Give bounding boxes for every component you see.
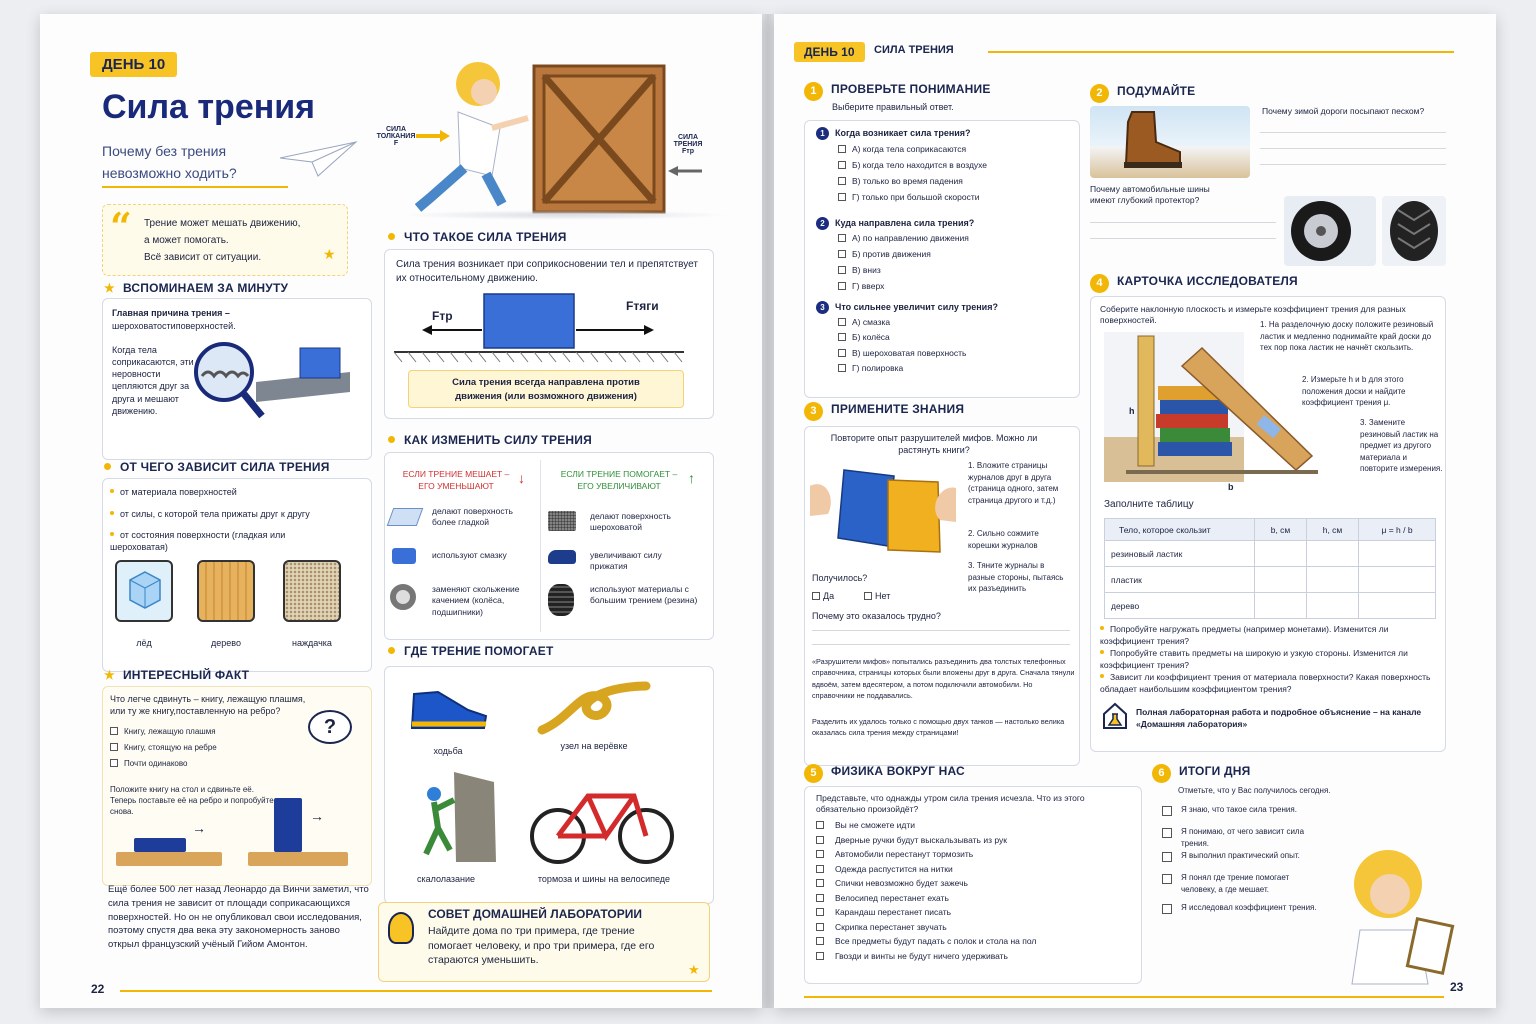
increase-item-2: увеличивают силу прижатия	[590, 550, 662, 572]
apply-step-1: 1. Вложите страницы журналов друг в друга (страница одного, затем страница другого и т.д.)	[968, 461, 1059, 505]
around-item[interactable]	[816, 907, 951, 917]
section-number: 3	[804, 402, 823, 421]
footer-line	[804, 996, 1444, 998]
helps-label-bicycle: тормоза и шины на велосипеде	[537, 874, 671, 884]
option-text: Б) против движения	[852, 249, 931, 259]
option-text: Г) полировка	[852, 363, 904, 373]
change-heading-text: КАК ИЗМЕНИТЬ СИЛУ ТРЕНИЯ	[404, 433, 592, 447]
apply-heading	[804, 402, 964, 421]
table-cell: дерево	[1105, 593, 1255, 619]
right-page	[774, 14, 1496, 1008]
q2-option-b[interactable]	[838, 249, 931, 260]
helps-label-walking: ходьба	[433, 746, 463, 756]
apply-story: «Разрушители мифов» попытались разъединить два толстых телефонных справочника, страницы которых были вложены друг в друга. Сначала тянули вдвоём, затем вдесятером, а потом подключили автомобили. Но справочники не поддавались.	[812, 657, 1075, 700]
scientist-girl-illustration	[1338, 844, 1458, 984]
flask-house-icon	[1102, 702, 1128, 730]
card-bullet-1	[1100, 624, 1440, 648]
table-cell[interactable]	[1359, 593, 1436, 619]
shelf-1	[116, 852, 222, 866]
fill-table-label: Заполните таблицу	[1104, 499, 1194, 510]
checkbox[interactable]	[838, 161, 846, 169]
around-item[interactable]	[816, 951, 1008, 961]
depends-item-text: от силы, с которой тела прижаты друг к другу	[120, 509, 310, 519]
bicycle-icon	[528, 780, 678, 866]
checkbox[interactable]	[838, 333, 846, 341]
card-heading	[1090, 274, 1298, 293]
recall-heading	[104, 281, 288, 295]
bullet-dot	[110, 532, 114, 536]
summary-item-text: Я знаю, что такое сила трения.	[1181, 805, 1297, 814]
checkbox[interactable]	[816, 894, 824, 902]
answer-no[interactable]	[864, 590, 890, 602]
answer-no-text: Нет	[875, 591, 891, 601]
fact-option-text: Книгу, лежащую плашмя	[124, 727, 216, 736]
around-item-text: Вы не сможете идти	[835, 820, 916, 830]
what-definition: Сила трения возникает при соприкосновении тел и препятствует их относительному движению.	[396, 259, 698, 284]
answer-line	[812, 630, 1070, 631]
wheel-icon	[1290, 200, 1352, 262]
apply-result-question: Получилось?	[812, 573, 868, 583]
fact-instruction: Положите книгу на стол и сдвиньте её. Теперь поставьте её на ребро и попробуйте снова.	[110, 785, 274, 817]
q2-option-a[interactable]	[838, 233, 969, 244]
checkbox[interactable]	[1162, 874, 1172, 884]
bullet-dot	[1100, 650, 1104, 654]
question-2	[816, 217, 974, 230]
answer-line	[1090, 222, 1276, 223]
flat-book-icon	[134, 838, 186, 852]
ice-cube-icon	[128, 570, 162, 610]
checkbox[interactable]	[838, 145, 846, 153]
wood-tile	[197, 560, 255, 622]
checkbox[interactable]	[816, 821, 824, 829]
depends-item-text: от состояния поверхности (гладкая или шероховатая)	[110, 530, 286, 553]
q3-option-b[interactable]	[838, 332, 890, 343]
checkbox[interactable]	[838, 349, 846, 357]
answer-yes[interactable]	[812, 590, 834, 602]
bullet-dot	[104, 463, 111, 470]
table-header: μ = h / b	[1359, 519, 1436, 541]
around-item-text: Автомобили перестанут тормозить	[835, 849, 974, 859]
checkbox[interactable]	[838, 250, 846, 258]
around-item[interactable]	[816, 922, 947, 932]
checkbox[interactable]	[1162, 852, 1172, 862]
checkbox[interactable]	[1162, 904, 1172, 914]
question-1	[816, 127, 971, 140]
checkbox[interactable]	[816, 879, 824, 887]
helps-label-climbing: скалолазание	[416, 874, 476, 884]
summary-item[interactable]	[1162, 850, 1322, 862]
tip-heading: СОВЕТ ДОМАШНЕЙ ЛАБОРАТОРИИ	[428, 907, 642, 921]
quote-line-2: а может помогать.	[144, 235, 229, 246]
question-number: 3	[816, 301, 829, 314]
apply-story-end: Разделить их удалось только с помощью двух танков — настолько велика оказалась сила трения между страницами!	[812, 717, 1065, 738]
option-text: А) по направлению движения	[852, 233, 969, 243]
thinking-bubble-icon: ?	[308, 710, 352, 744]
option-text: Г) только при большой скорости	[852, 192, 980, 202]
sneaker-icon	[548, 550, 576, 564]
tip-text: Найдите дома по три примера, где трение помогает человеку, и про три примера, где его стараются уменьшить.	[428, 925, 655, 967]
h-symbol: h	[1129, 406, 1135, 416]
card-bullet-text: Попробуйте нагружать предметы (например монетами). Изменится ли коэффициент трения?	[1100, 624, 1389, 646]
up-arrow-icon: ↑	[688, 470, 695, 486]
section-number: 2	[1090, 84, 1109, 103]
floor-shadow	[400, 210, 730, 220]
fact-heading	[104, 668, 249, 682]
around-item-text: Дверные ручки будут выскальзывать из рук	[835, 834, 1007, 845]
reduce-item-3: заменяют скольжение качением (колёса, подшипники)	[432, 584, 520, 617]
table-header: b, см	[1255, 519, 1307, 541]
question-text: Когда возникает сила трения?	[835, 128, 971, 138]
think-heading-text: ПОДУМАЙТЕ	[1117, 84, 1196, 98]
table-cell[interactable]	[1307, 567, 1359, 593]
helps-heading-text: ГДЕ ТРЕНИЕ ПОМОГАЕТ	[404, 644, 554, 658]
section-number: 4	[1090, 274, 1109, 293]
quote-mark-icon: “	[110, 204, 132, 249]
q1-option-c[interactable]	[838, 176, 963, 187]
question-text: Что сильнее увеличит силу трения?	[835, 302, 998, 312]
option-text: В) шероховатая поверхность	[852, 348, 967, 358]
option-text: Г) вверх	[852, 281, 885, 291]
summary-item[interactable]	[1162, 804, 1322, 816]
depends-item-2	[110, 508, 310, 520]
card-step-3: 3. Замените резиновый ластик на предмет из другого материала и повторите измерения.	[1360, 418, 1443, 474]
fact-question: Что легче сдвинуть – книгу, лежащую плашмя, или ту же книгу,поставленную на ребро?	[110, 694, 306, 717]
around-item[interactable]	[816, 849, 973, 859]
friction-force-label: СИЛА ТРЕНИЯ Fтр	[673, 134, 703, 155]
day-badge: ДЕНЬ 10	[90, 52, 177, 77]
q3-option-c[interactable]	[838, 348, 966, 359]
think-heading	[1090, 84, 1195, 103]
table-cell[interactable]	[1307, 593, 1359, 619]
fact-history: Ещё более 500 лет назад Леонардо да Винчи заметил, что сила трения не зависит от площади соприкасающихся поверхностей. Но он не опубликовал свои исследования, поэтому спустя два века эту закономерность заново открыл французский учёный Гийом Амонтон.	[108, 884, 369, 951]
checkbox[interactable]	[838, 364, 846, 372]
depends-heading	[104, 460, 330, 474]
answer-line	[1260, 164, 1446, 165]
section-number: 5	[804, 764, 823, 783]
checkbox[interactable]	[838, 318, 846, 326]
question-3	[816, 301, 998, 314]
subtitle-underline	[102, 186, 288, 188]
reduce-item-2: используют смазку	[432, 550, 507, 560]
apply-heading-text: ПРИМЕНИТЕ ЗНАНИЯ	[831, 402, 965, 416]
increase-heading: ЕСЛИ ТРЕНИЕ ПОМОГАЕТ – ЕГО УВЕЛИЧИВАЮТ	[560, 469, 678, 491]
table-cell: пластик	[1105, 567, 1255, 593]
around-item[interactable]	[816, 820, 915, 830]
footer-line	[120, 990, 712, 992]
q3-option-a[interactable]	[838, 317, 890, 328]
option-text: А) когда тела соприкасаются	[852, 144, 967, 154]
rough-surface-icon	[548, 511, 576, 531]
down-arrow-icon: ↓	[518, 470, 525, 486]
star-icon: ★	[688, 962, 700, 977]
fact-option-text: Почти одинаково	[124, 759, 188, 768]
table-cell[interactable]	[1255, 567, 1307, 593]
summary-heading	[1152, 764, 1250, 783]
recall-explain: Когда тела соприкасаются, эти неровности цепляются друг за друга и мешают движению.	[112, 345, 194, 416]
page-number: 23	[1450, 980, 1464, 994]
checkbox[interactable]	[110, 743, 118, 751]
increase-item-1: делают поверхность шероховатой	[590, 511, 671, 533]
depends-heading-text: ОТ ЧЕГО ЗАВИСИТ СИЛА ТРЕНИЯ	[120, 460, 330, 474]
page-number: 22	[91, 982, 105, 996]
sandpaper-tile	[283, 560, 341, 622]
pull-force-symbol: Fтяги	[626, 299, 659, 313]
summary-item[interactable]	[1162, 902, 1322, 914]
material-label-wood: дерево	[211, 638, 241, 648]
fact-option-text: Книгу, стоящую на ребре	[124, 743, 217, 752]
shelf-2	[248, 852, 348, 866]
around-item-text: Спички невозможно будет зажечь	[835, 878, 968, 888]
table-cell[interactable]	[1359, 541, 1436, 567]
star-icon: ★	[323, 246, 336, 262]
table-cell[interactable]	[1255, 593, 1307, 619]
recall-heading-text: ВСПОМИНАЕМ ЗА МИНУТУ	[122, 281, 289, 295]
what-heading-text: ЧТО ТАКОЕ СИЛА ТРЕНИЯ	[404, 230, 567, 244]
fact-option-1[interactable]	[110, 727, 216, 738]
subtitle: Почему без трения невозможно ходить?	[102, 143, 237, 182]
around-item[interactable]	[816, 878, 968, 888]
think-question-2: Почему автомобильные шины имеют глубокий протектор?	[1090, 184, 1210, 206]
paper-plane-icon	[278, 140, 358, 180]
quote-line-3: Всё зависит от ситуации.	[144, 252, 262, 263]
apply-step-2: 2. Сильно сожмите корешки журналов	[968, 529, 1039, 550]
question-number: 1	[816, 127, 829, 140]
friction-force-symbol: Fтр	[432, 309, 453, 323]
summary-item[interactable]	[1162, 826, 1322, 849]
answer-line	[1260, 132, 1446, 133]
boot-icon	[1114, 112, 1184, 170]
fact-option-3[interactable]	[110, 759, 187, 770]
table-cell[interactable]	[1359, 567, 1436, 593]
friction-table	[1104, 518, 1436, 619]
friction-arrow-icon	[668, 166, 702, 176]
checkbox[interactable]	[816, 865, 824, 873]
around-item-text: Все предметы будут падать с полок и стола на пол	[835, 936, 1037, 946]
table-cell[interactable]	[1307, 541, 1359, 567]
checkbox[interactable]	[812, 592, 820, 600]
checkbox[interactable]	[816, 952, 824, 960]
oil-can-icon	[392, 548, 416, 564]
page-title: Сила трения	[102, 88, 316, 126]
summary-item-text: Я понимаю, от чего зависит сила трения.	[1181, 827, 1305, 848]
running-shoe-icon	[408, 684, 488, 734]
helps-label-knot: узел на верёвке	[560, 741, 628, 751]
material-label-sandpaper: наждачка	[292, 638, 332, 648]
around-item-text: Скрипка перестанет звучать	[835, 921, 947, 932]
bullet-dot	[388, 647, 395, 654]
summary-item[interactable]	[1162, 872, 1322, 895]
lightbulb-icon	[388, 912, 414, 944]
check-sub: Выберите правильный ответ.	[832, 102, 954, 112]
around-item-text: Гвозди и винты не будут ничего удерживать	[835, 950, 1008, 961]
quote-line-1: Трение может мешать движению,	[144, 218, 301, 229]
checkbox[interactable]	[838, 177, 846, 185]
checkbox[interactable]	[816, 937, 824, 945]
depends-item-1	[110, 486, 237, 498]
header-line	[988, 51, 1454, 53]
b-symbol: b	[1228, 482, 1234, 492]
summary-item-text: Я исследовал коэффициент трения.	[1181, 903, 1317, 912]
q1-option-d[interactable]	[838, 192, 979, 203]
arrow-icon: →	[192, 820, 206, 836]
day-badge: ДЕНЬ 10	[794, 42, 865, 62]
checkbox[interactable]	[864, 592, 872, 600]
checkbox[interactable]	[816, 836, 824, 844]
around-heading-text: ФИЗИКА ВОКРУГ НАС	[831, 764, 965, 778]
table-header: Тело, которое скользит	[1105, 519, 1255, 541]
card-bullet-3	[1100, 672, 1440, 696]
bullet-dot	[1100, 674, 1104, 678]
around-item-text: Велосипед перестанет ехать	[835, 892, 949, 903]
checkbox[interactable]	[1162, 828, 1172, 838]
magazines-illustration	[806, 468, 958, 568]
around-item[interactable]	[816, 936, 1036, 946]
running-header: СИЛА ТРЕНИЯ	[874, 44, 954, 56]
bullet-dot	[1100, 626, 1104, 630]
bullet-dot	[388, 436, 395, 443]
apply-intro: Повторите опыт разрушителей мифов. Можно ли растянуть книги?	[830, 433, 1038, 456]
table-cell: резиновый ластик	[1105, 541, 1255, 567]
recall-cause-rest: шероховатостиповерхностей.	[112, 321, 236, 331]
summary-item-text: Я понял где трение помогает человеку, а где мешает.	[1181, 873, 1290, 894]
rope-knot-icon	[540, 678, 650, 736]
question-text: Куда направлена сила трения?	[835, 218, 975, 228]
checkbox[interactable]	[838, 193, 846, 201]
standing-book-icon	[274, 798, 302, 852]
around-item-text: Одежда распустится на нитки	[835, 863, 953, 874]
around-item[interactable]	[816, 893, 949, 903]
tire-icon	[548, 584, 574, 616]
climber-icon	[398, 772, 498, 862]
checkbox[interactable]	[1162, 806, 1172, 816]
left-page	[40, 14, 762, 1008]
around-heading	[804, 764, 965, 783]
option-text: В) только во время падения	[852, 176, 963, 186]
section-number: 1	[804, 82, 823, 101]
answer-line	[1090, 238, 1276, 239]
checkbox[interactable]	[816, 850, 824, 858]
around-item[interactable]	[816, 835, 1007, 845]
change-heading	[388, 433, 592, 447]
change-divider	[540, 460, 541, 632]
reduce-heading: ЕСЛИ ТРЕНИЕ МЕШАЕТ – ЕГО УМЕНЬШАЮТ	[402, 469, 510, 491]
checkbox[interactable]	[816, 908, 824, 916]
scientist-boy-illustration	[410, 58, 530, 218]
tread-icon	[1388, 200, 1440, 262]
checkbox[interactable]	[816, 923, 824, 931]
direction-note: Сила трения всегда направлена против движения (или возможного движения)	[408, 370, 684, 408]
material-label-ice: лёд	[136, 638, 152, 648]
apply-step-3: 3. Тяните журналы в разные стороны, пытаясь их разъединить	[968, 561, 1064, 594]
what-heading	[388, 230, 567, 244]
fact-option-2[interactable]	[110, 743, 217, 754]
table-header: h, см	[1307, 519, 1359, 541]
recall-cause-bold: Главная причина трения –	[112, 308, 230, 318]
think-question-1: Почему зимой дороги посыпают песком?	[1262, 106, 1425, 116]
depends-item-3	[110, 529, 300, 553]
card-heading-text: КАРТОЧКА ИССЛЕДОВАТЕЛЯ	[1117, 274, 1298, 288]
bullet-dot	[388, 233, 395, 240]
answer-line	[812, 644, 1070, 645]
summary-item-text: Я выполнил практический опыт.	[1181, 851, 1300, 860]
card-footer: Полная лабораторная работа и подробное объяснение – на канале «Домашняя лаборатория»	[1136, 707, 1422, 730]
around-item-text: Карандаш перестанет писать	[835, 907, 952, 917]
section-number: 6	[1152, 764, 1171, 783]
bearing-icon	[390, 584, 416, 610]
checkbox[interactable]	[838, 234, 846, 242]
depends-item-text: от материала поверхностей	[120, 487, 237, 497]
card-bullet-2	[1100, 648, 1440, 672]
incline-setup-illustration	[1108, 334, 1318, 484]
bullet-dot	[110, 489, 114, 493]
answer-line	[1260, 148, 1446, 149]
q3-option-d[interactable]	[838, 363, 903, 374]
check-heading-text: ПРОВЕРЬТЕ ПОНИМАНИЕ	[831, 82, 991, 96]
checkbox[interactable]	[110, 759, 118, 767]
star-icon: ★	[104, 281, 115, 295]
check-heading	[804, 82, 991, 101]
around-intro: Представьте, что однажды утром сила трения исчезла. Что из этого обязательно произойдёт?	[816, 793, 1085, 815]
increase-item-3: используют материалы с большим трением (резина)	[590, 584, 698, 606]
question-number: 2	[816, 217, 829, 230]
q2-option-d[interactable]	[838, 281, 884, 292]
reduce-item-1: делают поверхность более гладкой	[432, 506, 513, 528]
checkbox[interactable]	[838, 282, 846, 290]
summary-heading-text: ИТОГИ ДНЯ	[1179, 764, 1251, 778]
summary-sub: Отметьте, что у Вас получилось сегодня.	[1178, 786, 1331, 795]
option-text: Б) когда тело находится в воздухе	[852, 160, 988, 170]
wooden-crate-illustration	[534, 66, 664, 212]
answer-yes-text: Да	[823, 591, 835, 601]
q2-option-c[interactable]	[838, 265, 881, 276]
option-text: А) смазка	[852, 317, 891, 327]
checkbox[interactable]	[838, 266, 846, 274]
q1-option-a[interactable]	[838, 144, 966, 155]
bullet-dot	[110, 511, 114, 515]
fact-heading-text: ИНТЕРЕСНЫЙ ФАКТ	[122, 668, 250, 682]
star-icon: ★	[104, 668, 115, 682]
table-cell[interactable]	[1255, 541, 1307, 567]
card-intro: Соберите наклонную плоскость и измерьте коэффициент трения для разных поверхностей.	[1100, 304, 1406, 326]
card-bullet-text: Попробуйте ставить предметы на широкую и узкую стороны. Изменится ли коэффициент трения?	[1100, 648, 1408, 670]
push-force-label: СИЛА ТОЛКАНИЯ F	[376, 126, 416, 147]
card-bullet-text: Зависит ли коэффициент трения от материала поверхности? Какая поверхность обладает наибольшим коэффициентом трения?	[1100, 672, 1431, 694]
option-text: В) вниз	[852, 265, 881, 275]
card-step-1: 1. На разделочную доску положите резиновый ластик и медленно поднимайте край доски до тех пор пока ластик не начнёт скользить.	[1260, 320, 1434, 353]
arrow-icon: →	[310, 808, 324, 824]
apply-why: Почему это оказалось трудно?	[812, 611, 941, 621]
card-step-2: 2. Измерьте h и b для этого положения доски и найдите коэффициент трения μ.	[1302, 375, 1406, 408]
magnifier-illustration	[190, 338, 370, 438]
checkbox[interactable]	[110, 727, 118, 735]
helps-heading	[388, 644, 554, 658]
option-text: Б) колёса	[852, 332, 890, 342]
q1-option-b[interactable]	[838, 160, 987, 171]
around-item[interactable]	[816, 864, 953, 874]
